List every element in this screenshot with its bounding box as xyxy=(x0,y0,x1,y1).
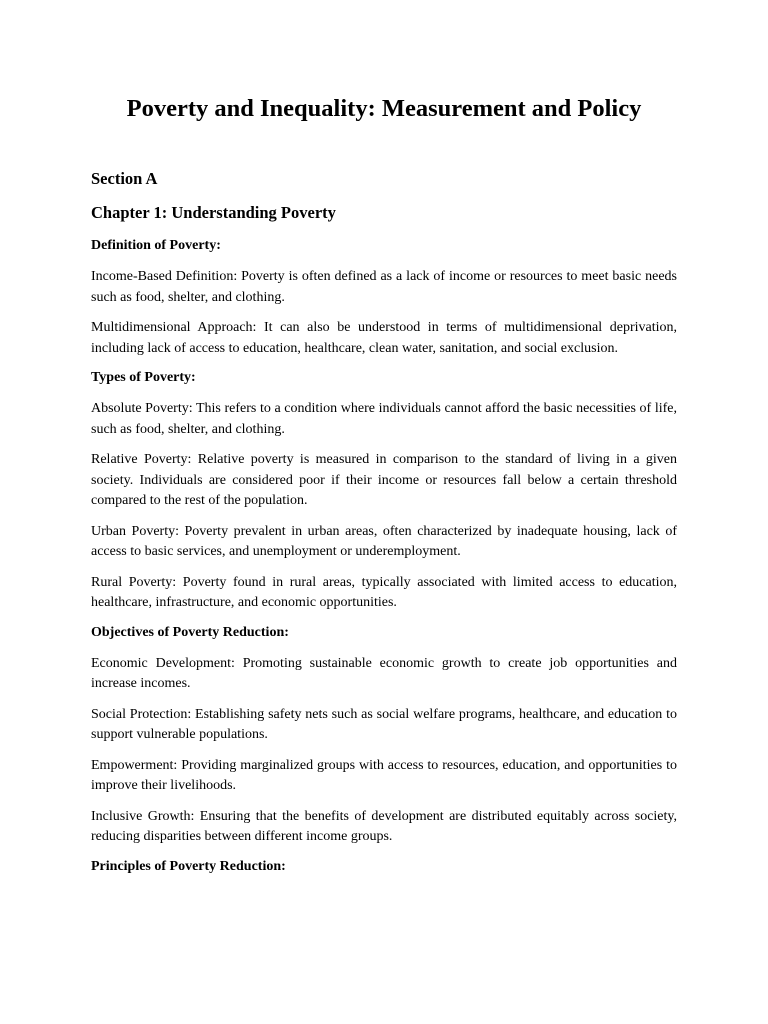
paragraph-multidimensional: Multidimensional Approach: It can also be understood in terms of multidimensional deprivation, including lack of access to education, healthcare, clean water, sanitation, and social exclusion. xyxy=(91,320,677,356)
section-heading: Section A xyxy=(91,169,158,188)
paragraph-rural-poverty: Rural Poverty: Poverty found in rural areas, typically associated with limited access to education, healthcare, infrastructure, and economic opportunities. xyxy=(91,574,677,610)
paragraph-absolute-poverty: Absolute Poverty: This refers to a condition where individuals cannot afford the basic necessities of life, such as food, shelter, and clothing. xyxy=(91,401,677,437)
paragraph-inclusive-growth: Inclusive Growth: Ensuring that the benefits of development are distributed equitably across society, reducing disparities between different income groups. xyxy=(91,808,677,844)
paragraph-empowerment: Empowerment: Providing marginalized groups with access to resources, education, and opportunities to improve their livelihoods. xyxy=(91,757,677,793)
subheading-types: Types of Poverty: xyxy=(91,370,196,385)
paragraph-relative-poverty: Relative Poverty: Relative poverty is measured in comparison to the standard of living in a given society. Individuals are considered poor if their income or resources fall below a certain threshold compared to the rest of the population. xyxy=(91,452,677,508)
paragraph-economic-development: Economic Development: Promoting sustainable economic growth to create job opportunities and increase incomes. xyxy=(91,655,677,691)
document-body xyxy=(91,237,677,888)
subheading-principles: Principles of Poverty Reduction: xyxy=(91,858,286,874)
paragraph-urban-poverty: Urban Poverty: Poverty prevalent in urban areas, often characterized by inadequate housing, lack of access to basic services, and unemployment or underemployment. xyxy=(91,523,677,559)
document-title: Poverty and Inequality: Measurement and Policy xyxy=(126,95,642,122)
paragraph-income-based: Income-Based Definition: Poverty is often defined as a lack of income or resources to meet basic needs such as food, shelter, and clothing. xyxy=(91,269,677,305)
paragraph-social-protection: Social Protection: Establishing safety nets such as social welfare programs, healthcare, and education to support vulnerable populations. xyxy=(91,706,677,742)
subheading-definition: Definition of Poverty: xyxy=(91,238,221,253)
chapter-heading: Chapter 1: Understanding Poverty xyxy=(91,203,336,222)
subheading-objectives: Objectives of Poverty Reduction: xyxy=(91,624,289,640)
